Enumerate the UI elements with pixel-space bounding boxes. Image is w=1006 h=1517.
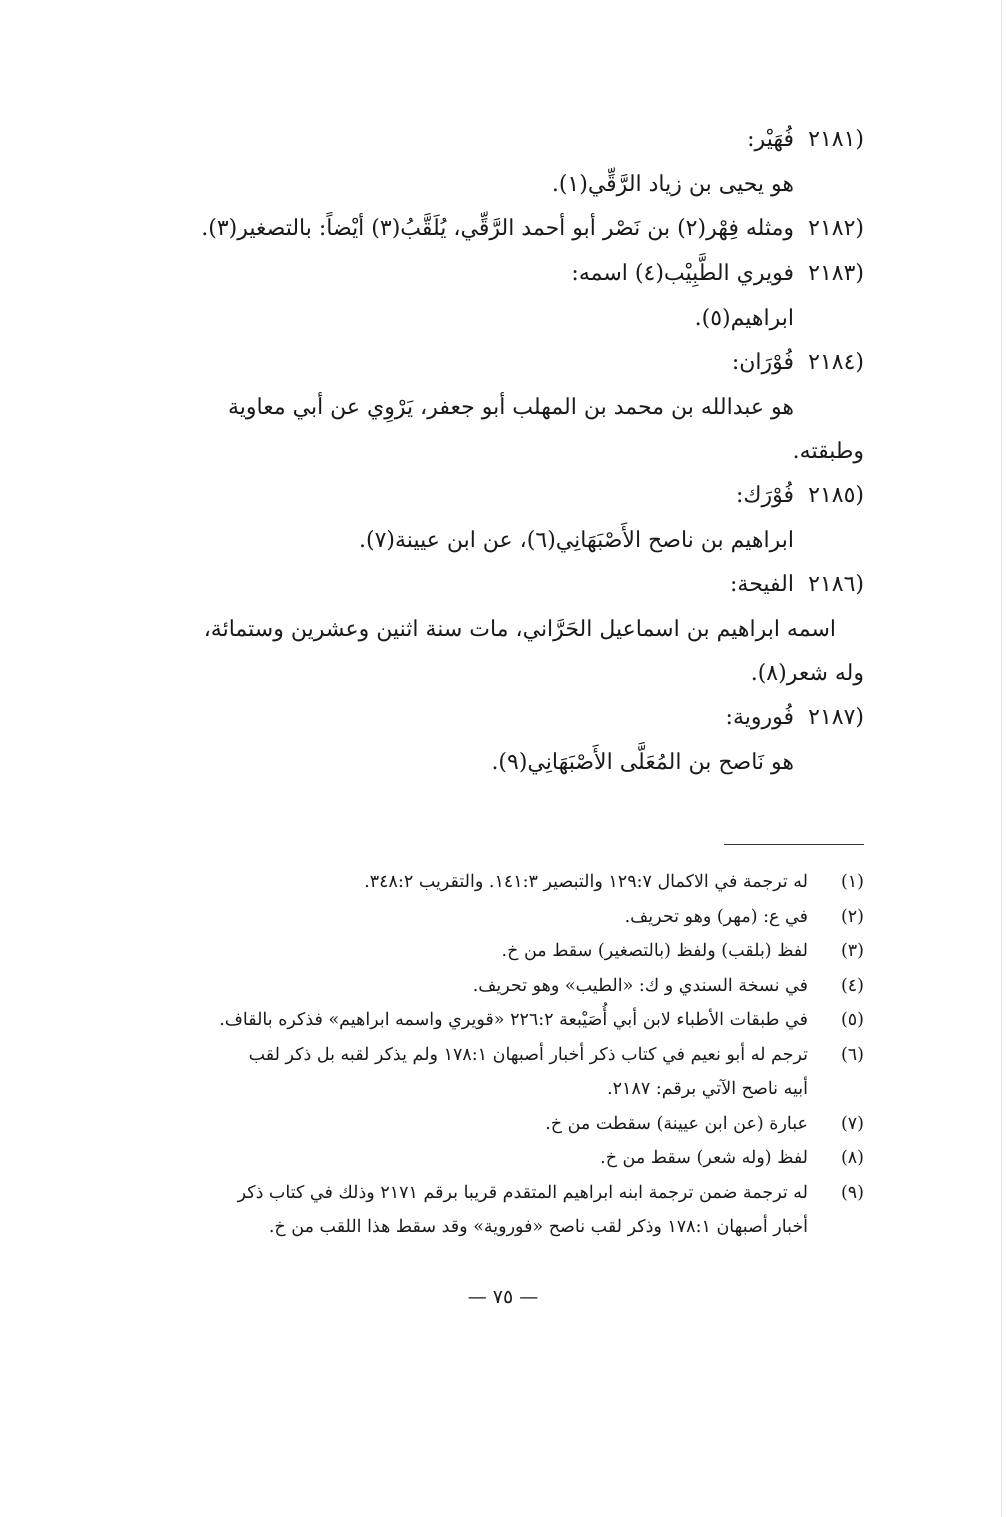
footnote [134, 1141, 864, 1176]
entry-text: اسمه ابراهيم بن اسماعيل الحَرَّاني، مات سنة اثنين وعشرين وستمائة، [203, 617, 836, 642]
footnote-text-continued: أخبار أصبهان ١٧٨:١ وذكر لقب ناصح «فوروية» وقد سقط هذا اللقب من خ. [268, 1217, 808, 1237]
entry-number: (٢١٨٧ [808, 705, 864, 730]
footnote-text: في ع: (مهر) وهو تحريف. [624, 906, 808, 927]
footnote-number: (٤) [840, 975, 864, 996]
entry-heading [134, 207, 864, 252]
footnote-text: له ترجمة ضمن ترجمة ابنه ابراهيم المتقدم قريبا برقم ٢١٧١ وذلك في كتاب ذكر [237, 1182, 808, 1203]
entry-text: ابراهيم بن ناصح الأَصْبَهَانِي(٦)، عن ابن عيينة(٧). [359, 528, 794, 553]
entry-title: فُهَيْر: [747, 127, 794, 152]
footnote [134, 865, 864, 900]
entry-text-continued: وله شعر(٨). [750, 661, 864, 686]
entry-title: ومثله فِهْر(٢) بن نَصْر أبو أحمد الرَّقِّي، يُلَقَّبُ(٣) أيْضاً: بالتصغير(٣). [201, 216, 794, 241]
footnote [134, 1003, 864, 1038]
entry-text: ابراهيم(٥). [694, 306, 794, 331]
entry-number: (٢١٨٤ [808, 350, 864, 375]
footnote [134, 1176, 864, 1211]
footnote [134, 1107, 864, 1142]
footnote-number: (٣) [840, 941, 864, 961]
entry-heading [134, 563, 864, 608]
footnote [134, 969, 864, 1004]
page-number: — ٧٥ — [467, 1286, 539, 1308]
entry-heading [134, 474, 864, 519]
entry-heading [134, 252, 864, 297]
entry-title: فويري الطَّبِيْب(٤) اسمه: [571, 261, 794, 286]
entry-title: فُوْرَان: [731, 350, 794, 375]
entry-text: هو عبدالله بن محمد بن المهلب أبو جعفر، يَرْوِي عن أبي معاوية [227, 395, 794, 420]
footnote-text: عبارة (عن ابن عيينة) سقطت من خ. [545, 1113, 808, 1134]
footnote-number: (٧) [840, 1113, 864, 1134]
footnote-text-continued: أبيه ناصح الآتي برقم: ٢١٨٧. [607, 1079, 808, 1099]
footnote [134, 900, 864, 935]
entry-number: (٢١٨١ [808, 127, 864, 152]
entry-text: هو نَاصح بن المُعَلَّى الأَصْبَهَانِي(٩). [491, 750, 794, 775]
footnote-number: (٢) [840, 906, 864, 927]
footnote-text: ترجم له أبو نعيم في كتاب ذكر أخبار أصبهان ١٧٨:١ ولم يذكر لقبه بل ذكر لقب [248, 1044, 808, 1065]
footnotes-block [134, 865, 864, 1245]
entry-heading [134, 696, 864, 741]
entry-number: (٢١٨٣ [808, 261, 864, 286]
entry-number: (٢١٨٦ [808, 572, 864, 597]
footnote-separator [724, 844, 864, 845]
footnote-text: لفظ (بلقب) ولفظ (بالتصغير) سقط من خ. [501, 941, 808, 961]
entry-title: فُوروية: [725, 705, 794, 730]
entry-text: هو يحيى بن زياد الرَّقِّي(١). [551, 172, 794, 197]
entry-title: الفيحة: [730, 572, 794, 597]
footnote [134, 1038, 864, 1073]
footnote-number: (٩) [840, 1182, 864, 1203]
footnote-text: له ترجمة في الاكمال ١٢٩:٧ والتبصير ١٤١:٣. والتقريب ٣٤٨:٢. [364, 872, 808, 892]
footnote-number: (٦) [840, 1044, 864, 1065]
footnote-text: لفظ (وله شعر) سقط من خ. [600, 1148, 808, 1168]
entry-text-continued: وطبقته. [792, 439, 864, 464]
entry-number: (٢١٨٥ [808, 483, 864, 508]
footnote-number: (٥) [840, 1010, 864, 1030]
footnote-text: في طبقات الأطباء لابن أبي أُصَيْبعة ٢٢٦:٢ «قويري واسمه ابراهيم» فذكره بالقاف. [219, 1010, 808, 1030]
footnote [134, 934, 864, 969]
entries-block [134, 118, 864, 785]
entry-heading [134, 341, 864, 386]
footnote-number: (٨) [840, 1148, 864, 1168]
entry-title: فُوْرَك: [735, 483, 794, 508]
footnote-number: (١) [840, 872, 864, 892]
footnote-text: في نسخة السندي و ك: «الطيب» وهو تحريف. [472, 975, 808, 996]
entry-heading [134, 118, 864, 163]
entry-number: (٢١٨٢ [808, 216, 864, 241]
